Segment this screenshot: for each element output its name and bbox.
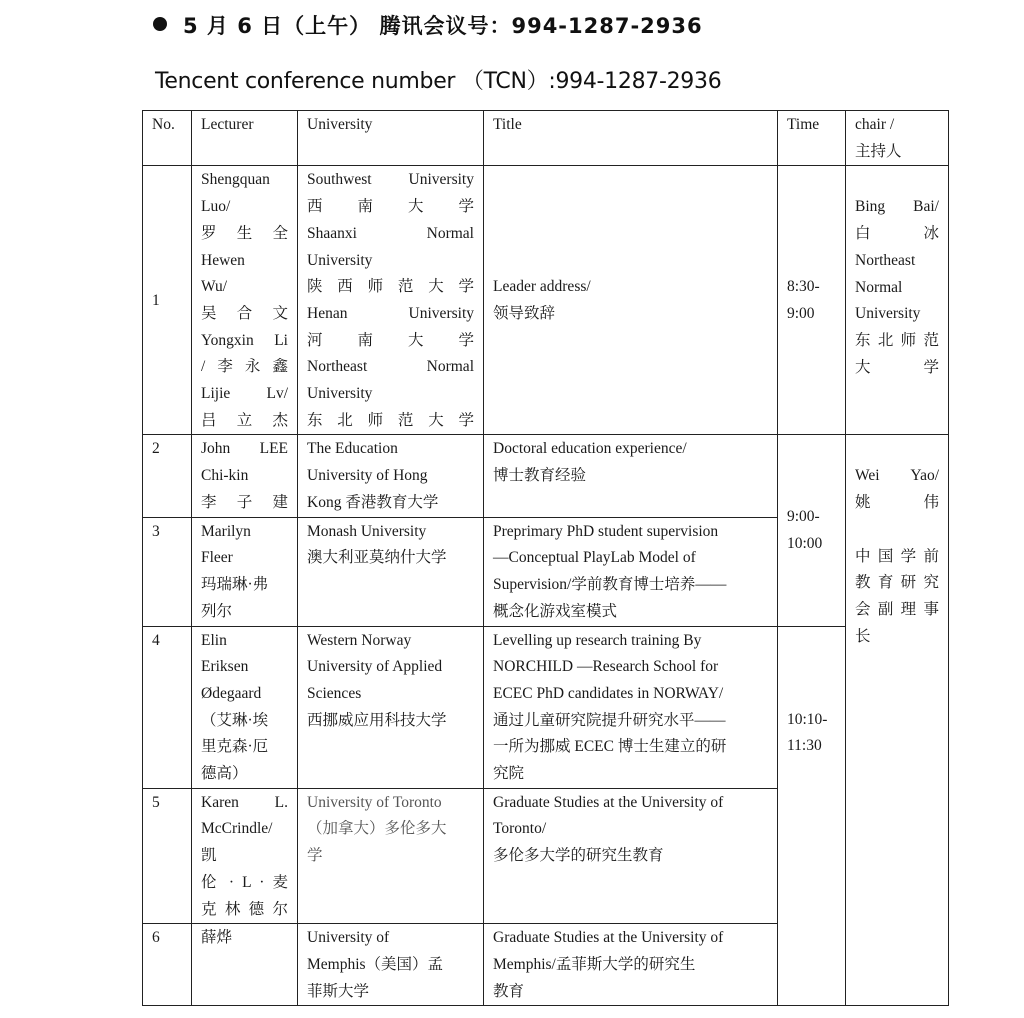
- conference-number: Tencent conference number （TCN）:994-1287-2936: [155, 69, 722, 94]
- title-cell: Preprimary PhD student supervision —Conceptual PlayLab Model of Supervision/学前教育博士培养—— 概念化游戏室模式: [484, 517, 778, 626]
- table-row: [143, 435, 949, 517]
- university-cell: The Education University of Hong Kong 香港教育大学: [298, 435, 484, 517]
- column-header: Lecturer: [192, 111, 298, 166]
- chair-cell: Bing Bai/ 白冰 Northeast Normal University 东北师范 大学: [846, 166, 949, 435]
- column-header: No.: [143, 111, 192, 166]
- row-number: 3: [143, 517, 192, 626]
- session-heading: [153, 10, 703, 40]
- university-cell: University of Memphis（美国）孟 菲斯大学: [298, 924, 484, 1006]
- title-cell: Leader address/ 领导致辞: [484, 166, 778, 435]
- row-number: 4: [143, 626, 192, 788]
- column-header: Time: [778, 111, 846, 166]
- university-cell: Western Norway University of Applied Sciences 西挪威应用科技大学: [298, 626, 484, 788]
- university-cell: Southwest University 西南大学 Shaanxi Normal University 陕西师范大学 Henan University 河南大学 Northeast Normal University 东北师范大学: [298, 166, 484, 435]
- lecturer-cell: Shengquan Luo/ 罗生全 Hewen Wu/ 吴合文 Yongxin Li /李永鑫 Lijie Lv/ 吕立杰: [192, 166, 298, 435]
- time-cell: 10:10- 11:30: [778, 626, 846, 1006]
- row-number: 6: [143, 924, 192, 1006]
- schedule-table: [142, 110, 949, 1006]
- title-cell: Graduate Studies at the University of Toronto/ 多伦多大学的研究生教育: [484, 788, 778, 924]
- university-cell: University of Toronto （加拿大）多伦多大 学: [298, 788, 484, 924]
- row-number: 5: [143, 788, 192, 924]
- lecturer-cell: 薛烨: [192, 924, 298, 1006]
- table-header-row: [143, 111, 949, 166]
- table-row: [143, 626, 949, 788]
- time-cell: 9:00- 10:00: [778, 435, 846, 626]
- lecturer-cell: Marilyn Fleer 玛瑞琳·弗 列尔: [192, 517, 298, 626]
- bullet-icon: [153, 17, 167, 31]
- column-header: University: [298, 111, 484, 166]
- table-row: [143, 166, 949, 435]
- chair-cell: Wei Yao/ 姚伟 中国学前 教育研究 会副理事 长: [846, 435, 949, 1006]
- session-heading-text: 5 月 6 日（上午） 腾讯会议号：994-1287-2936: [183, 14, 703, 38]
- title-cell: Levelling up research training By NORCHILD —Research School for ECEC PhD candidates in NORWAY/ 通过儿童研究院提升研究水平—— 一所为挪威 ECEC 博士生建立的研 究院: [484, 626, 778, 788]
- time-cell: 8:30- 9:00: [778, 166, 846, 435]
- university-cell: Monash University 澳大利亚莫纳什大学: [298, 517, 484, 626]
- column-header: chair / 主持人: [846, 111, 949, 166]
- column-header: Title: [484, 111, 778, 166]
- row-number: 1: [143, 166, 192, 435]
- lecturer-cell: Karen L. McCrindle/ 凯 伦 · L · 麦 克林德尔: [192, 788, 298, 924]
- title-cell: Graduate Studies at the University of Memphis/孟菲斯大学的研究生 教育: [484, 924, 778, 1006]
- lecturer-cell: Elin Eriksen Ødegaard （艾琳·埃 里克森·厄 德高）: [192, 626, 298, 788]
- lecturer-cell: John LEE Chi-kin 李子建: [192, 435, 298, 517]
- row-number: 2: [143, 435, 192, 517]
- title-cell: Doctoral education experience/ 博士教育经验: [484, 435, 778, 517]
